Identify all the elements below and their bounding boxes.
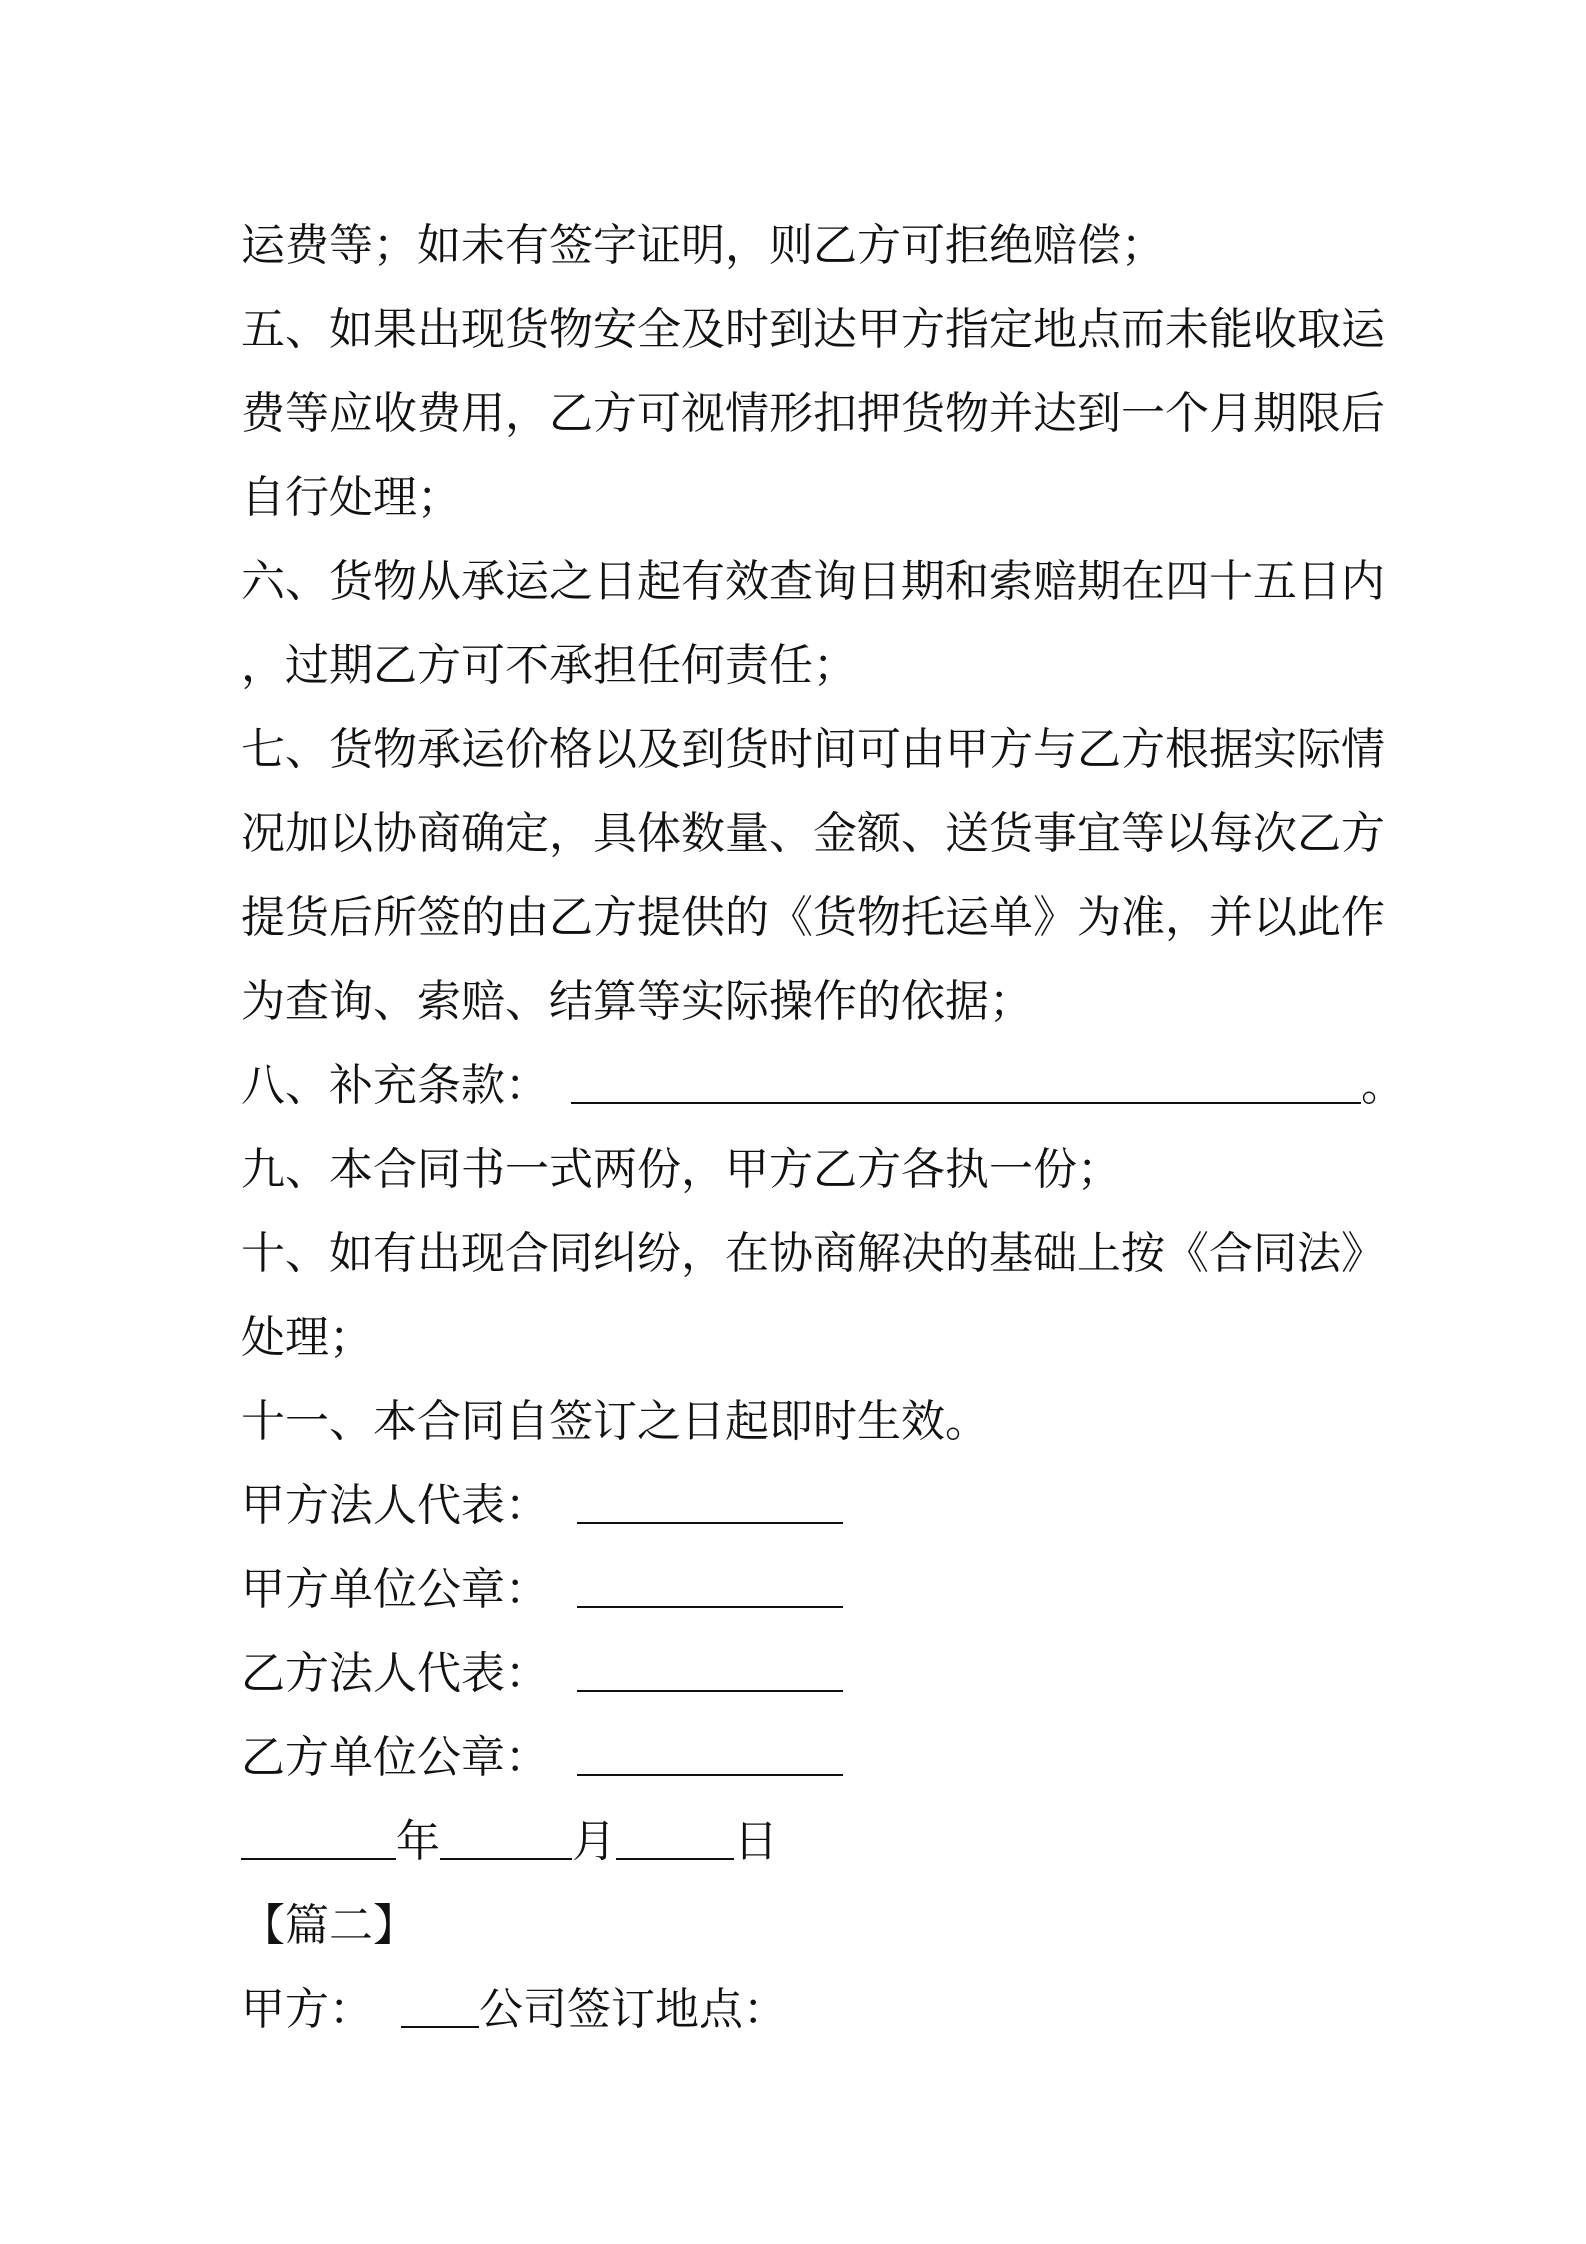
supplement-blank xyxy=(571,1054,1361,1104)
clause-9: 九、本合同书一式两份，甲方乙方各执一份； xyxy=(241,1144,1121,1195)
day-label: 日 xyxy=(734,1816,778,1867)
supplement-label: 八、补充条款： xyxy=(241,1060,549,1111)
clause-10-line-2: 处理； xyxy=(241,1312,373,1363)
party-a-rep-label: 甲方法人代表： xyxy=(241,1480,549,1531)
month-blank xyxy=(440,1810,572,1860)
clause-7-line-2: 况加以协商确定，具体数量、金额、送货事宜等以每次乙方 xyxy=(241,808,1385,859)
section-heading: 【篇二】 xyxy=(241,1900,417,1951)
month-label: 月 xyxy=(572,1816,616,1867)
party-a-rep-blank xyxy=(577,1474,843,1524)
party-b-rep-line xyxy=(241,1632,1361,1716)
party-a-company-blank xyxy=(401,1978,479,2028)
party-a-line xyxy=(241,1968,1361,2052)
party-b-seal-label: 乙方单位公章： xyxy=(241,1732,549,1783)
supplement-end: 。 xyxy=(1361,1060,1405,1111)
party-a-seal-blank xyxy=(577,1558,843,1608)
clause-7-line-1: 七、货物承运价格以及到货时间可由甲方与乙方根据实际情 xyxy=(241,724,1385,775)
document-body xyxy=(241,204,1405,2052)
party-a-seal-label: 甲方单位公章： xyxy=(241,1564,549,1615)
clause-8-supplement xyxy=(241,1044,1405,1128)
party-b-rep-label: 乙方法人代表： xyxy=(241,1648,549,1699)
party-a-suffix: 公司签订地点： xyxy=(479,1984,787,2035)
party-a-rep-line xyxy=(241,1464,1361,1548)
date-line xyxy=(241,1800,1361,1884)
party-b-seal-blank xyxy=(577,1726,843,1776)
clause-11: 十一、本合同自签订之日起即时生效。 xyxy=(241,1396,989,1447)
year-label: 年 xyxy=(396,1816,440,1867)
clause-5-line-1: 五、如果出现货物安全及时到达甲方指定地点而未能收取运 xyxy=(241,304,1385,355)
party-a-seal-line xyxy=(241,1548,1361,1632)
clause-7-line-4: 为查询、索赔、结算等实际操作的依据； xyxy=(241,976,1033,1027)
paragraph-line: 运费等；如未有签字证明，则乙方可拒绝赔偿； xyxy=(241,220,1165,271)
party-b-seal-line xyxy=(241,1716,1361,1800)
clause-7-line-3: 提货后所签的由乙方提供的《货物托运单》为准，并以此作 xyxy=(241,892,1385,943)
clause-6-line-2: ，过期乙方可不承担任何责任； xyxy=(241,640,857,691)
day-blank xyxy=(616,1810,734,1860)
party-b-rep-blank xyxy=(577,1642,843,1692)
clause-5-line-2: 费等应收费用，乙方可视情形扣押货物并达到一个月期限后 xyxy=(241,388,1385,439)
clause-10-line-1: 十、如有出现合同纠纷，在协商解决的基础上按《合同法》 xyxy=(241,1228,1385,1279)
party-a-label: 甲方： xyxy=(241,1984,373,2035)
year-blank xyxy=(241,1810,396,1860)
clause-5-line-3: 自行处理； xyxy=(241,472,461,523)
clause-6-line-1: 六、货物从承运之日起有效查询日期和索赔期在四十五日内 xyxy=(241,556,1385,607)
